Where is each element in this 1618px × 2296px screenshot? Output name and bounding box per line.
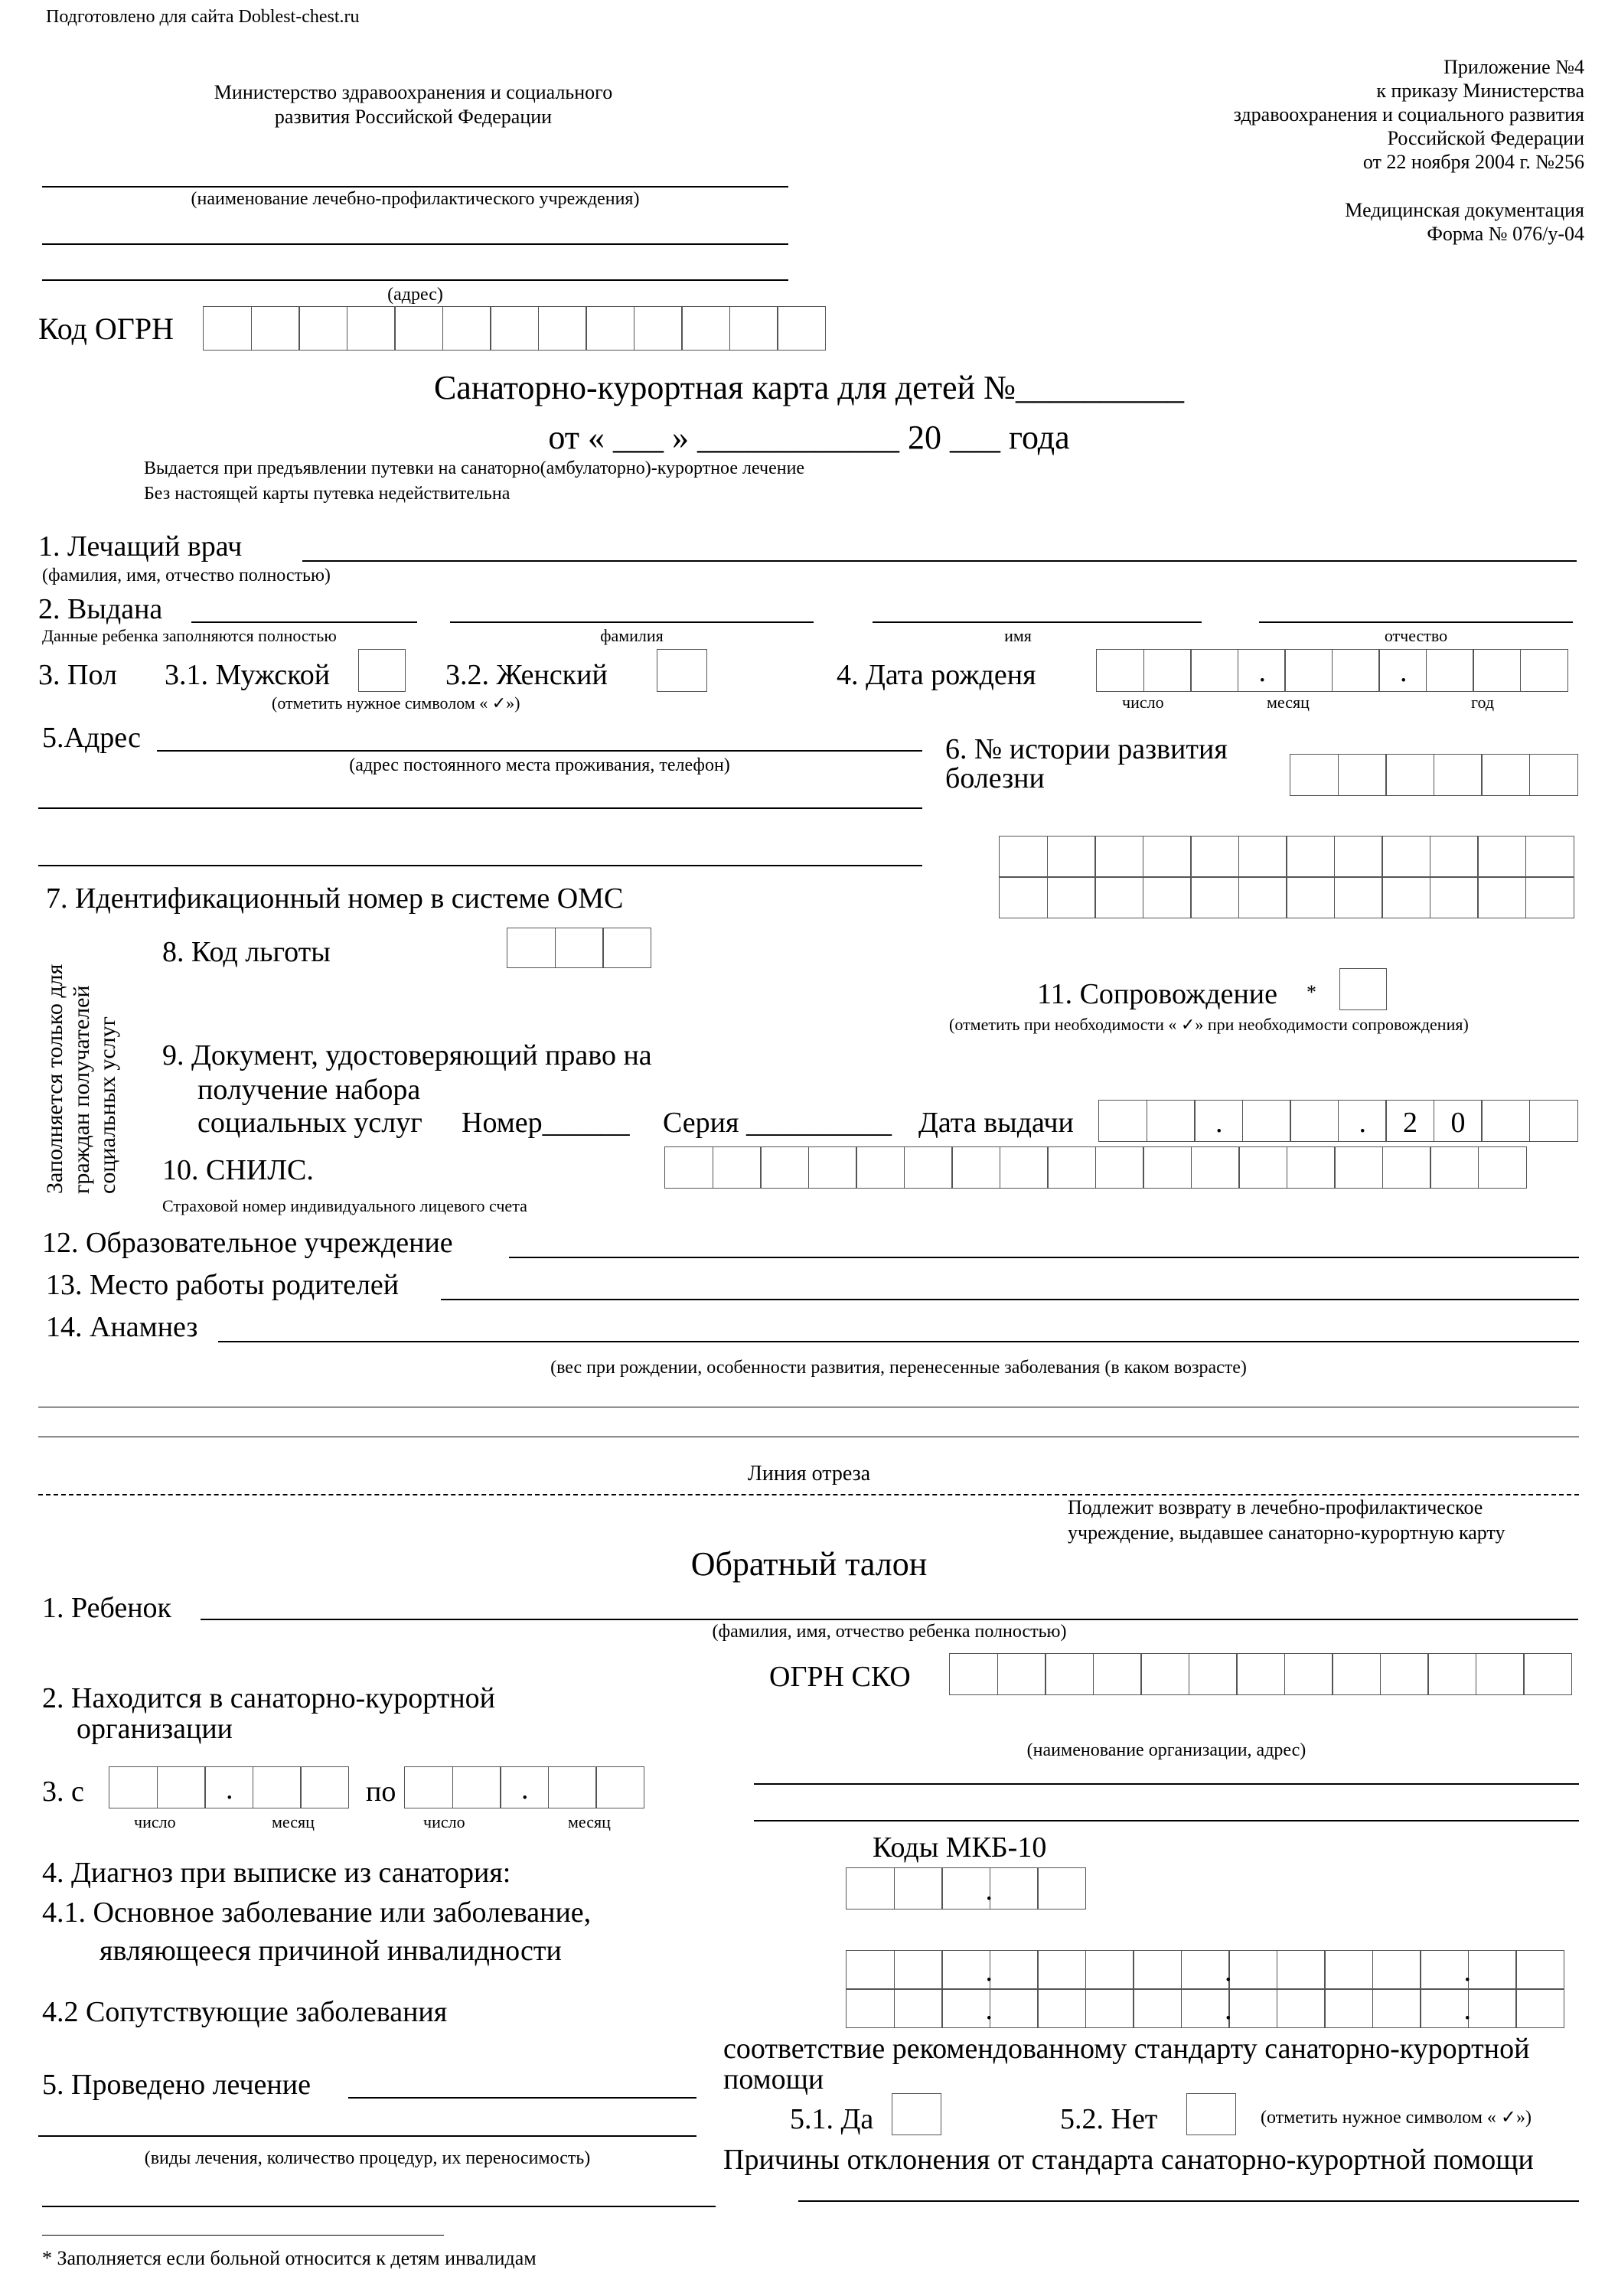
escort-star: * xyxy=(1306,981,1316,1003)
stub-title: Обратный талон xyxy=(690,1545,928,1583)
title-date: от « ___ » ____________ 20 ___ года xyxy=(548,419,1070,456)
escort-label: 11. Сопровождение xyxy=(1037,978,1278,1010)
social-doc-label-2: получение набора xyxy=(197,1074,421,1106)
address-label: 5.Адрес xyxy=(42,722,141,754)
issued-to-label: 2. Выдана xyxy=(38,593,163,625)
attending-doctor-input[interactable] xyxy=(302,560,1577,562)
icd-boxes-main[interactable] xyxy=(846,1867,1086,1910)
snils-caption: Страховой номер индивидуального лицевого счета xyxy=(162,1196,527,1215)
oms-boxes-row-2[interactable] xyxy=(999,876,1574,918)
period-to-boxes[interactable] xyxy=(404,1766,644,1808)
name-input[interactable] xyxy=(873,621,1202,623)
anamnesis-input[interactable] xyxy=(218,1341,1579,1342)
side-note-2: граждан получателей xyxy=(68,985,94,1194)
ministry-line2: развития Российской Федерации xyxy=(274,106,553,128)
parents-work-input[interactable] xyxy=(441,1299,1579,1300)
icd-dot-2c: . xyxy=(1463,1994,1471,2026)
period-label: 3. с xyxy=(42,1776,84,1808)
from-month-caption: месяц xyxy=(272,1812,315,1831)
standard-label-2: помощи xyxy=(723,2063,824,2095)
cut-line-label: Линия отреза xyxy=(747,1462,871,1486)
icd-boxes-row-2[interactable] xyxy=(846,1988,1564,2028)
child-label: 1. Ребенок xyxy=(42,1592,171,1624)
patronymic-input[interactable] xyxy=(1259,621,1573,623)
page-title: Санаторно-курортная карта для детей №__________ xyxy=(433,369,1185,406)
med-doc-line2: Форма № 076/у-04 xyxy=(1427,223,1584,245)
return-note-1: Подлежит возврату в лечебно-профилактическое xyxy=(1068,1496,1483,1518)
standard-yes-checkbox[interactable] xyxy=(892,2093,941,2135)
doc-year-digit-2: 0 xyxy=(1450,1107,1466,1139)
doc-dot-1: . xyxy=(1215,1107,1223,1139)
benefit-code-label: 8. Код льготы xyxy=(162,936,331,968)
footnote: * Заполняется если больной относится к детям инвалидам xyxy=(42,2247,537,2269)
attending-doctor-label: 1. Лечащий врач xyxy=(38,530,243,563)
institution-line[interactable] xyxy=(42,186,788,188)
org-caption: (наименование организации, адрес) xyxy=(1026,1740,1306,1760)
ogrn-boxes[interactable] xyxy=(203,306,826,351)
icd-dot-2a: . xyxy=(985,1994,993,2026)
snils-boxes[interactable] xyxy=(664,1146,1527,1189)
birth-month-caption: месяц xyxy=(1267,693,1310,712)
icd-dot-1c: . xyxy=(1463,1955,1471,1988)
ogrn-label: Код ОГРН xyxy=(38,311,175,346)
period-to-label: по xyxy=(366,1776,396,1808)
school-label: 12. Образовательное учреждение xyxy=(42,1227,453,1259)
to-dot: . xyxy=(521,1773,529,1805)
ogrn-sko-boxes[interactable] xyxy=(949,1653,1572,1695)
diagnosis-label: 4. Диагноз при выписке из санатория: xyxy=(42,1857,511,1889)
treatment-caption: (виды лечения, количество процедур, их переносимость) xyxy=(144,2148,591,2168)
main-disease-label-2: являющееся причиной инвалидности xyxy=(99,1935,562,1967)
social-doc-series[interactable]: Серия __________ xyxy=(663,1107,892,1139)
side-note-3: социальных услуг xyxy=(95,1016,120,1194)
standard-check-caption: (отметить нужное символом « ✓») xyxy=(1261,2108,1532,2128)
home-address-input[interactable] xyxy=(157,750,922,752)
icd-label: Коды МКБ-10 xyxy=(873,1831,1047,1864)
icd-dot-1a: . xyxy=(985,1955,993,1988)
treatment-label: 5. Проведено лечение xyxy=(42,2069,311,2101)
to-month-caption: месяц xyxy=(568,1812,611,1831)
side-note-1: Заполняется только для xyxy=(42,964,67,1194)
snils-label: 10. СНИЛС. xyxy=(162,1154,314,1186)
issued-to-input[interactable] xyxy=(191,621,417,623)
birth-day-caption: число xyxy=(1122,693,1164,712)
history-label-1: 6. № истории развития xyxy=(945,733,1228,765)
org-input-2[interactable] xyxy=(754,1820,1579,1821)
oms-boxes-row-1[interactable] xyxy=(999,836,1574,878)
ministry-line1: Министерство здравоохранения и социального xyxy=(214,81,613,103)
history-label-2: болезни xyxy=(945,762,1045,794)
child-data-caption: Данные ребенка заполняются полностью xyxy=(42,626,337,645)
from-day-caption: число xyxy=(134,1812,176,1831)
standard-yes-label: 5.1. Да xyxy=(790,2103,874,2135)
treatment-input-2[interactable] xyxy=(38,2135,696,2137)
appendix-line1: Приложение №4 xyxy=(1443,56,1584,78)
patronymic-caption: отчество xyxy=(1384,626,1448,645)
escort-caption: (отметить при необходимости « ✓» при необходимости сопровождения) xyxy=(949,1015,1469,1034)
escort-checkbox[interactable] xyxy=(1339,968,1387,1010)
social-doc-number[interactable]: Номер______ xyxy=(462,1107,630,1139)
home-address-line-3[interactable] xyxy=(38,865,922,866)
org-input[interactable] xyxy=(754,1783,1579,1785)
anamnesis-label: 14. Анамнез xyxy=(46,1311,198,1343)
anamnesis-caption: (вес при рождении, особенности развития, перенесенные заболевания (в каком возрасте) xyxy=(550,1358,1247,1378)
appendix-line2: к приказу Министерства xyxy=(1376,80,1584,102)
return-note-2: учреждение, выдавшее санаторно-курортную карту xyxy=(1068,1521,1505,1544)
benefit-code-boxes[interactable] xyxy=(507,928,651,968)
oms-label: 7. Идентификационный номер в системе ОМС xyxy=(46,882,624,915)
social-doc-date-boxes[interactable] xyxy=(1098,1100,1578,1142)
side-note xyxy=(42,964,122,1194)
standard-label-1: соответствие рекомендованному стандарту санаторно-курортной xyxy=(723,2033,1530,2065)
source-note: Подготовлено для сайта Doblest-chest.ru xyxy=(46,7,360,27)
address-line[interactable] xyxy=(42,279,788,281)
social-doc-date-label: Дата выдачи xyxy=(918,1107,1074,1139)
doc-dot-2: . xyxy=(1359,1107,1366,1139)
deviation-input[interactable] xyxy=(798,2200,1579,2202)
treatment-input-3[interactable] xyxy=(42,2206,716,2207)
home-address-line-2[interactable] xyxy=(38,807,922,809)
ogrn-sko-label: ОГРН СКО xyxy=(769,1661,911,1693)
icd-dot-1b: . xyxy=(1225,1955,1232,1988)
surname-input[interactable] xyxy=(450,621,814,623)
deviation-label: Причины отклонения от стандарта санаторно-курортной помощи xyxy=(723,2144,1534,2176)
birth-year-caption: год xyxy=(1471,693,1495,712)
to-day-caption: число xyxy=(423,1812,465,1831)
social-doc-label-1: 9. Документ, удостоверяющий право на xyxy=(162,1039,652,1071)
birth-dot-2: . xyxy=(1400,656,1408,688)
appendix-line4: Российской Федерации xyxy=(1387,127,1584,149)
icd-main-dot: . xyxy=(985,1874,993,1906)
accomp-disease-label: 4.2 Сопутствующие заболевания xyxy=(42,1996,448,2028)
doc-year-digit-1: 2 xyxy=(1403,1107,1417,1139)
issue-note-1: Выдается при предъявлении путевки на санаторно(амбулаторно)-курортное лечение xyxy=(144,458,805,478)
birth-date-label: 4. Дата рожденя xyxy=(837,659,1036,691)
birth-dot-1: . xyxy=(1258,656,1266,688)
school-input[interactable] xyxy=(509,1257,1579,1258)
home-address-caption: (адрес постоянного места проживания, телефон) xyxy=(349,755,730,775)
child-caption: (фамилия, имя, отчество ребенка полностью) xyxy=(712,1622,1067,1642)
footnote-rule xyxy=(42,2235,444,2236)
main-disease-label-1: 4.1. Основное заболевание или заболевание, xyxy=(42,1896,592,1929)
treatment-input[interactable] xyxy=(348,2097,696,2099)
appendix-line5: от 22 ноября 2004 г. №256 xyxy=(1362,151,1584,173)
address-caption: (адрес) xyxy=(387,285,443,305)
cut-line xyxy=(38,1494,1579,1495)
name-caption: имя xyxy=(1004,626,1032,645)
attending-doctor-caption: (фамилия, имя, отчество полностью) xyxy=(42,566,331,585)
sex-caption: (отметить нужное символом « ✓») xyxy=(272,693,520,713)
sex-label: 3. Пол xyxy=(38,659,117,691)
sex-male-checkbox[interactable] xyxy=(358,649,406,692)
social-doc-label-3: социальных услуг xyxy=(197,1107,422,1139)
icd-dot-2b: . xyxy=(1225,1994,1232,2026)
child-input[interactable] xyxy=(201,1619,1578,1620)
stay-label-1: 2. Находится в санаторно-курортной xyxy=(42,1682,496,1714)
sex-female-checkbox[interactable] xyxy=(657,649,707,692)
birth-date-boxes[interactable] xyxy=(1096,649,1568,692)
stay-label-2: организации xyxy=(77,1713,233,1745)
appendix-line3: здравоохранения и социального развития xyxy=(1233,103,1584,126)
period-from-boxes[interactable] xyxy=(109,1766,349,1808)
parents-work-label: 13. Место работы родителей xyxy=(46,1269,400,1301)
standard-no-label: 5.2. Нет xyxy=(1060,2103,1158,2135)
history-number-boxes[interactable] xyxy=(1290,754,1578,796)
institution-caption: (наименование лечебно-профилактического учреждения) xyxy=(191,189,640,209)
sex-male-label: 3.1. Мужской xyxy=(165,659,331,691)
icd-boxes-row-1[interactable] xyxy=(846,1950,1564,1990)
med-doc-line1: Медицинская документация xyxy=(1345,199,1584,221)
standard-no-checkbox[interactable] xyxy=(1186,2093,1236,2135)
issue-note-2: Без настоящей карты путевка недействительна xyxy=(144,484,511,504)
surname-caption: фамилия xyxy=(600,626,664,645)
institution-line-2[interactable] xyxy=(42,243,788,245)
from-dot: . xyxy=(226,1773,233,1805)
sex-female-label: 3.2. Женский xyxy=(445,659,608,691)
